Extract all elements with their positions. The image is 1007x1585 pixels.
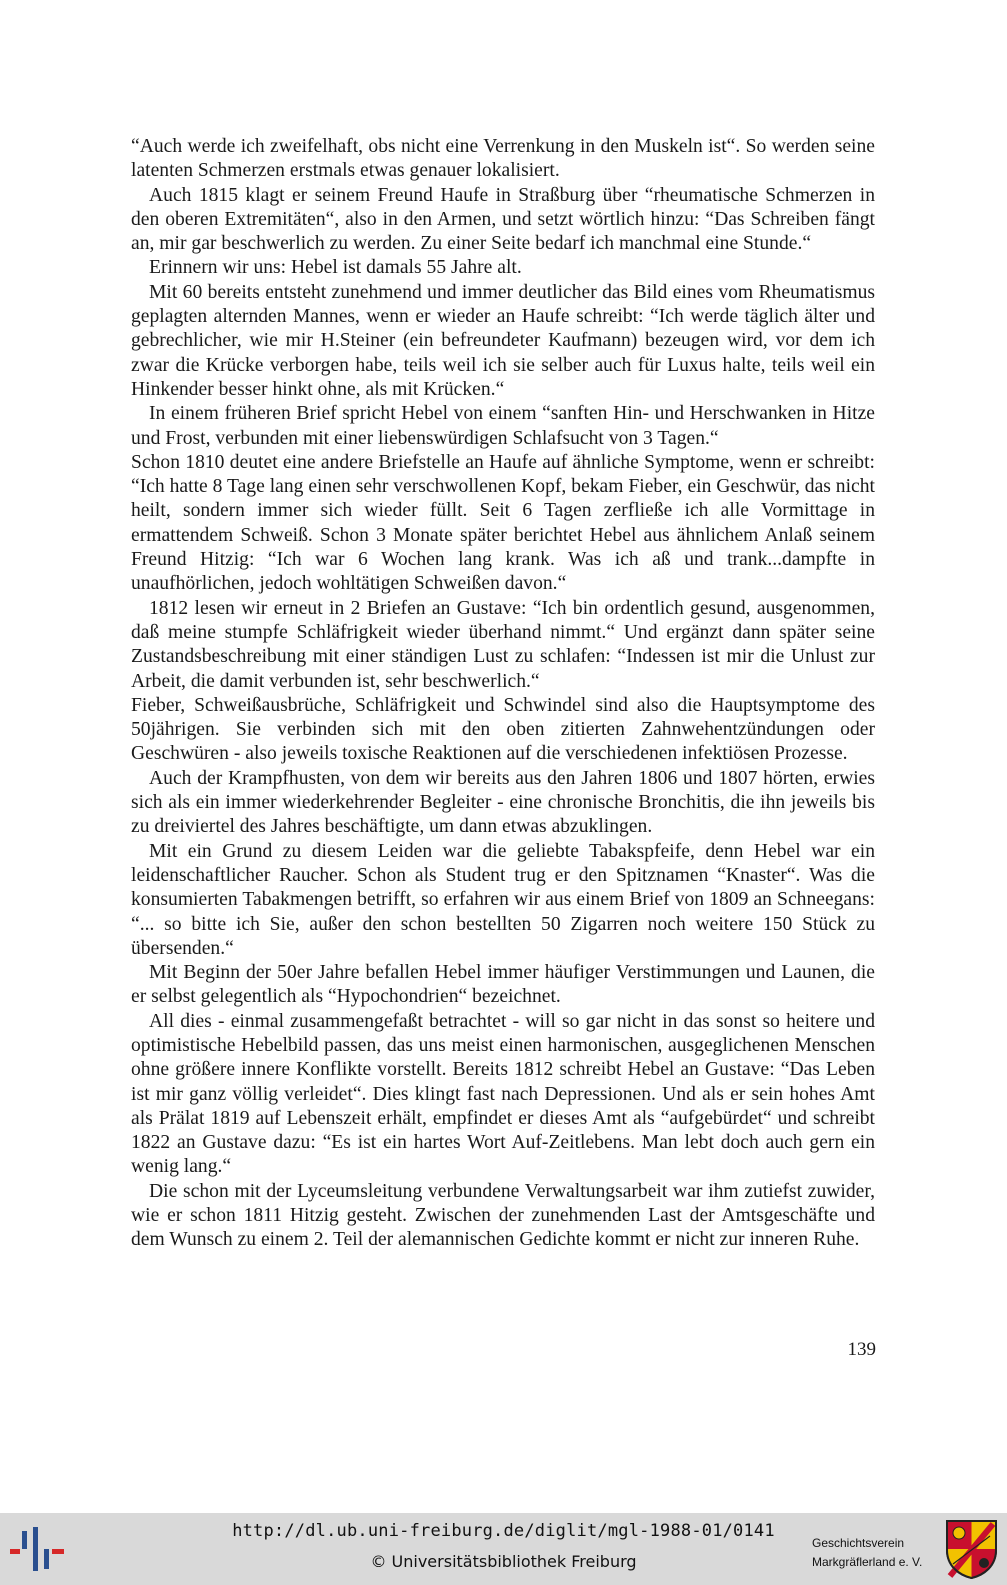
organization-name-line1: Geschichtsverein: [812, 1536, 905, 1550]
paragraph: Fieber, Schweißausbrüche, Schläfrigkeit und Schwindel sind also die Hauptsymptome des 50jährigen. Sie verbinden sich mit den oben zitierten Zahnwehentzündungen oder Geschwüren - also jeweils toxische Reaktionen auf die verschiedenen infektiösen Prozesse.: [131, 694, 875, 765]
paragraph: Auch der Krampfhusten, von dem wir bereits aus den Jahren 1806 und 1807 hörten, erwies sich als ein immer wiederkehrender Begleiter - eine chronische Bronchitis, die ihn jeweils bis zu dreiviertel des Jahres beschäftigte, um dann etwas abzuklingen.: [131, 767, 875, 838]
paragraph: Mit ein Grund zu diesem Leiden war die geliebte Tabakspfeife, denn Hebel war ein leidenschaftlicher Raucher. Schon als Student trug er den Spitznamen “Knaster“. Was die konsumierten Tabakmengen betrifft, so erfahren wir aus einem Brief von 1809 an Schneegans: “... so bitte ich Sie, außer den schon bestellten 50 Zigarren noch weitere 150 Stück zu übersenden.“: [131, 840, 875, 959]
copyright-text: © Universitätsbibliothek Freiburg: [370, 1552, 637, 1571]
page-number: 139: [847, 1339, 876, 1360]
paragraph: Auch 1815 klagt er seinem Freund Haufe in Straßburg über “rheumatische Schmerzen in den oberen Extremitäten“, also in den Armen, und setzt wörtlich hinzu: “Das Schreiben fängt an, mir gar beschwerlich zu werden. Zu einer Seite bedarf ich manchmal eine Stunde.“: [131, 184, 875, 255]
document-url-link[interactable]: http://dl.ub.uni-freiburg.de/diglit/mgl-1988-01/0141: [232, 1521, 775, 1541]
organization-name-line2: Markgräflerland e. V.: [812, 1555, 923, 1569]
paragraph: Erinnern wir uns: Hebel ist damals 55 Jahre alt.: [149, 257, 522, 279]
paragraph: All dies - einmal zusammengefaßt betrachtet - will so gar nicht in das sonst so heitere und optimistische Hebelbild passen, das uns meist einen harmonischen, ausgeglichenen Menschen ohne größere innere Konflikte vorstellt. Bereits 1812 schreibt Hebel an Gustave: “Das Leben ist mir ganz völlig verleidet“. Dies klingt fast nach Depressionen. Und als er sein hohes Amt als Prälat 1819 auf Lebenszeit erhält, empfindet er dieses Amt als “aufgebürdet“ und schreibt 1822 an Gustave dazu: “Es ist ein hartes Wort Auf-Zeitlebens. Man lebt doch auch gern ein wenig lang.“: [131, 1010, 875, 1178]
paragraph: 1812 lesen wir erneut in 2 Briefen an Gustave: “Ich bin ordentlich gesund, ausgenommen, daß meine stumpfe Schläfrigkeit wieder überhand nimmt.“ Und ergänzt dann später seine Zustandsbeschreibung mit einer ständigen Lust zu schlafen: “Indessen ist mir die Unlust zur Arbeit, die damit verbunden ist, sehr beschwerlich.“: [131, 597, 875, 692]
paragraph: Mit Beginn der 50er Jahre befallen Hebel immer häufiger Verstimmungen und Launen, die er selbst gelegentlich als “Hypochondrien“ bezeichnet.: [131, 962, 875, 1008]
paragraph: “Auch werde ich zweifelhaft, obs nicht eine Verrenkung in den Muskeln ist“. So werden seine latenten Schmerzen erstmals etwas genauer lokalisiert.: [131, 136, 875, 182]
paragraph: Mit 60 bereits entsteht zunehmend und immer deutlicher das Bild eines vom Rheumatismus geplagten alternden Mannes, wenn er wieder an Haufe schreibt: “Ich werde täglich älter und gebrechlicher, wie mir H.Steiner (ein befreundeter Kaufmann) bezeugen wird, vor dem ich zwar die Krücke verborgen habe, teils weil ich sie selber auch für Luxus halte, teils weil ein Hinkender besser hinkt ohne, als mit Krücken.“: [131, 281, 875, 400]
paragraph: Die schon mit der Lyceumsleitung verbundene Verwaltungsarbeit war ihm zutiefst zuwider, wie er schon 1811 Hitzig gesteht. Zwischen der zunehmenden Last der Amtsgeschäfte und dem Wunsch zu einem 2. Teil der alemannischen Gedichte kommt er nicht zur inneren Ruhe.: [131, 1180, 875, 1251]
coat-of-arms-icon[interactable]: [944, 1518, 999, 1580]
footer-bar: [0, 1513, 1007, 1585]
body-text: [131, 135, 875, 1253]
organization-name: [812, 1534, 932, 1572]
paragraph: In einem früheren Brief spricht Hebel von einem “sanften Hin- und Herschwanken in Hitze und Frost, verbunden mit einer liebenswürdigen Schlafsucht von 3 Tagen.“: [131, 403, 875, 449]
paragraph: Schon 1810 deutet eine andere Briefstelle an Haufe auf ähnliche Symptome, wenn er schreibt: “Ich hatte 8 Tage lang einen sehr verschwollenen Kopf, bekam Fieber, ein Geschwür, das nicht heilt, sondern immer sich wieder füllt. Seit 6 Tagen zerfließe ich alle Vormittage in ermattendem Schweiß. Schon 3 Monate später berichtet Hebel aus ähnlichem Anlaß seinem Freund Hitzig: “Ich war 6 Wochen lang krank. Was ich aß und trank...dampfte in unaufhörlichen, jedoch wohltätigen Schweißen davon.“: [131, 451, 875, 595]
